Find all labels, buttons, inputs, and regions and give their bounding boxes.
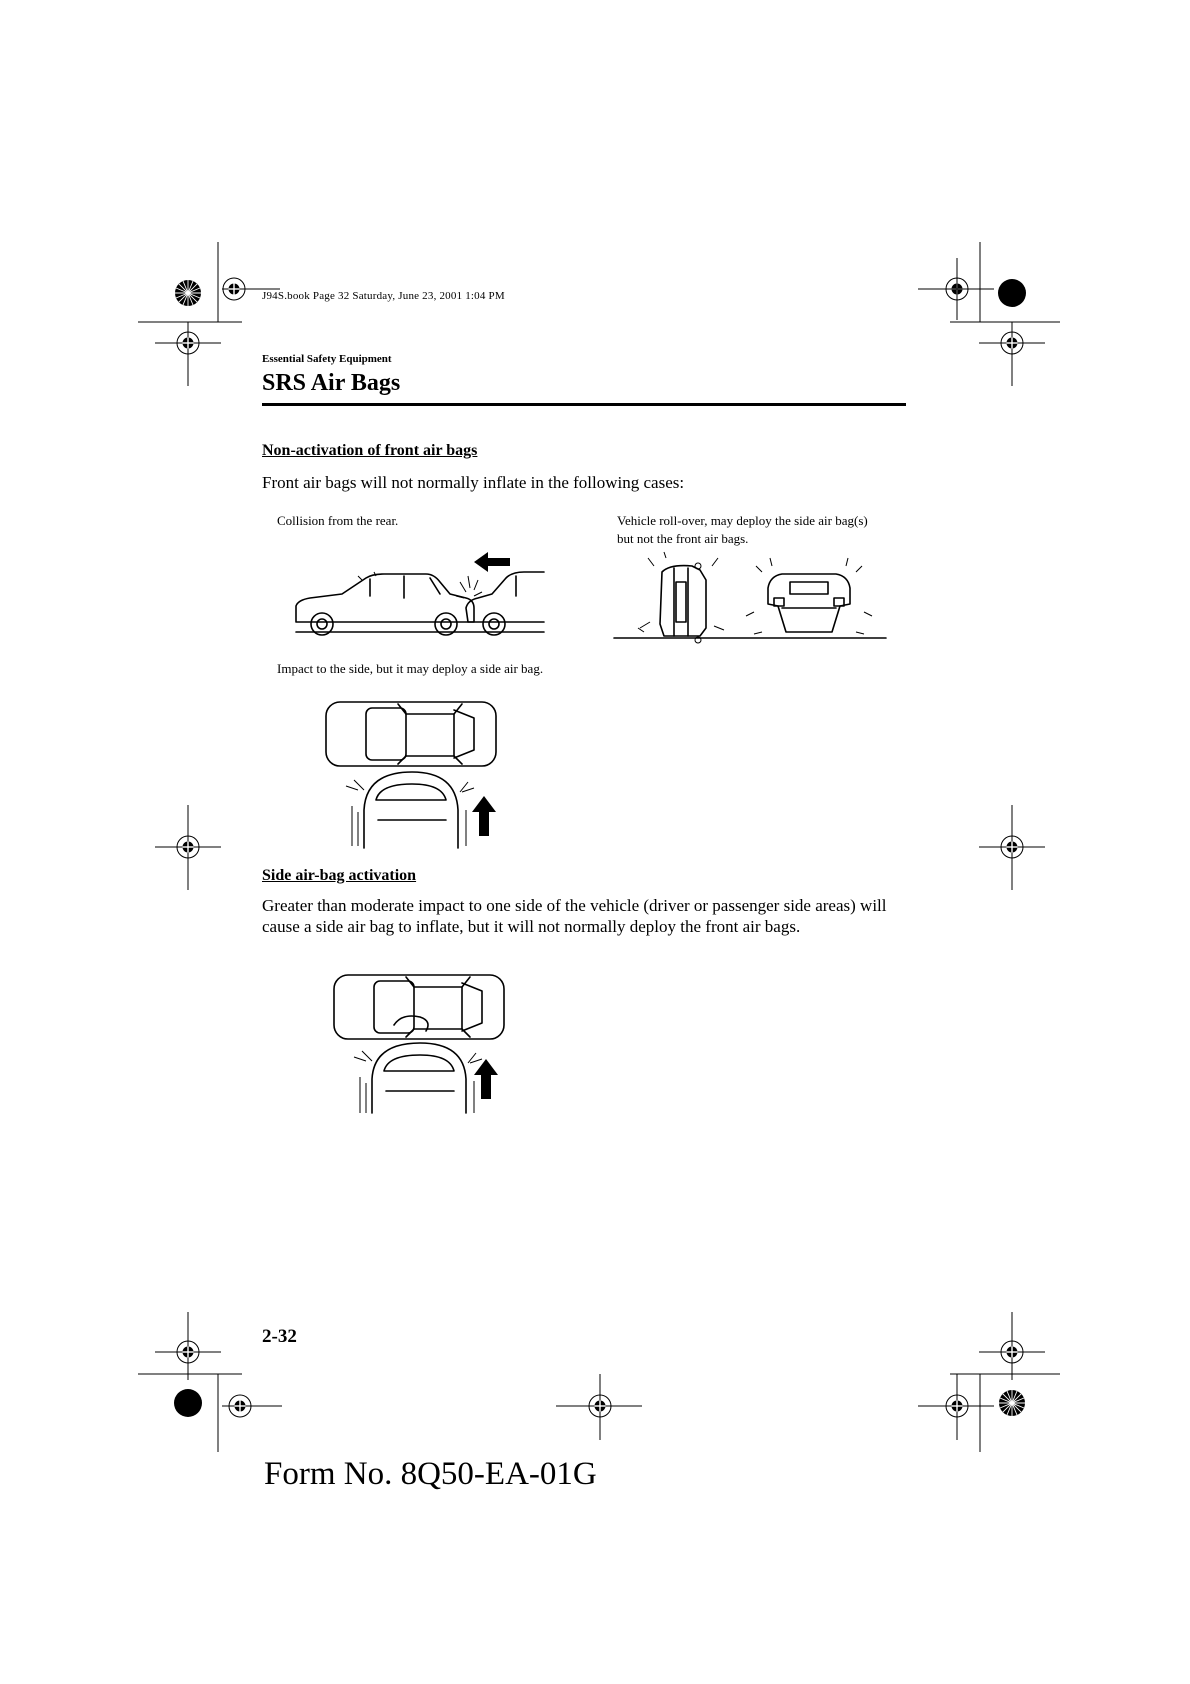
side-activation-heading: Side air-bag activation [262,867,417,884]
page-number: 2-32 [262,1326,297,1347]
starburst-mark-bottom-right [999,1390,1025,1416]
case-caption-rollover: Vehicle roll-over, may deploy the side air bag(s) but not the front air bags. [617,513,868,546]
side-impact-illustration [332,973,522,1121]
non-activation-intro: Front air bags will not normally inflate in the following cases: [262,473,685,492]
case-caption-side: Impact to the side, but it may deploy a side air bag. [277,661,544,676]
title-rule [262,403,906,406]
starburst-mark-top-left [175,280,201,306]
page-title: SRS Air Bags [262,370,401,396]
rear-collision-illustration [274,552,544,642]
non-activation-heading: Non-activation of front air bags [262,442,478,459]
side-impact-illustration [324,700,514,848]
rollover-illustration [614,552,886,642]
solid-dot-mark-top-right [998,279,1026,307]
side-activation-body: Greater than moderate impact to one side of the vehicle (driver or passenger side areas) will cause a side air bag to inflate, but it will not normally deploy the front air bags. [262,896,887,936]
form-number: Form No. 8Q50-EA-01G [264,1456,597,1492]
section-label: Essential Safety Equipment [262,353,392,365]
file-info-line: J94S.book Page 32 Saturday, June 23, 2001 1:04 PM [262,290,505,302]
solid-dot-mark-bottom-left [174,1389,202,1417]
case-caption-rear: Collision from the rear. [277,513,399,528]
